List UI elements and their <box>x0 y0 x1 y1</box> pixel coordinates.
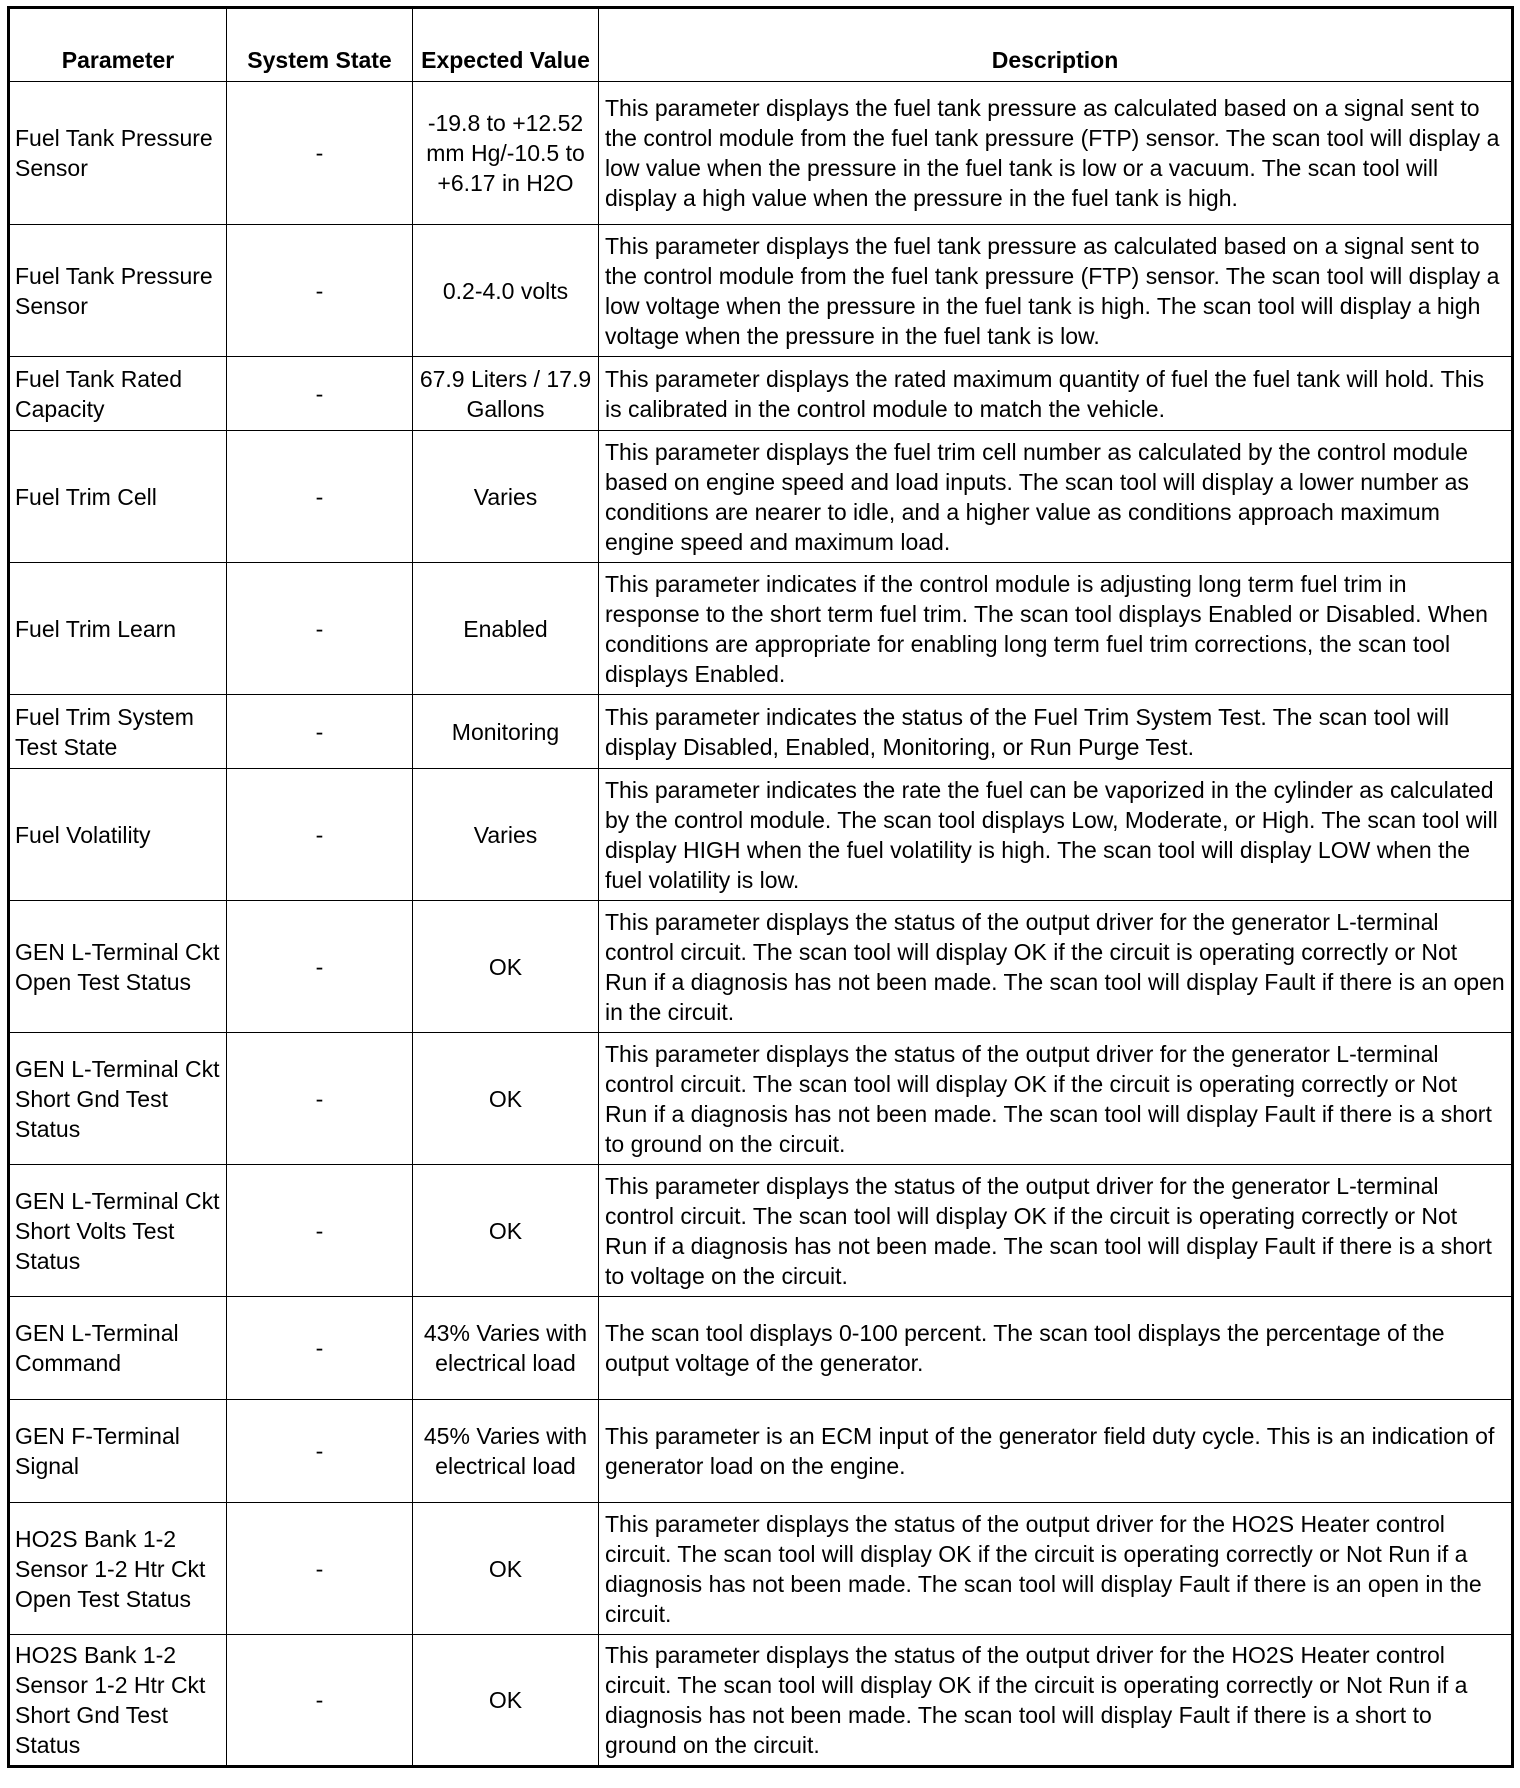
table-row <box>9 901 1513 1033</box>
expected-value-cell: Varies <box>413 769 599 901</box>
table-row <box>9 563 1513 695</box>
header-description: Description <box>599 8 1513 82</box>
parameter-cell: Fuel Tank Rated Capacity <box>9 357 227 431</box>
description-cell: This parameter displays the fuel tank pressure as calculated based on a signal sent to the control module from the fuel tank pressure (FTP) sensor. The scan tool will display a low value when the pressure in the fuel tank is low or a vacuum. The scan tool will display a high value when the pressure in the fuel tank is high. <box>599 82 1513 225</box>
header-parameter: Parameter <box>9 8 227 82</box>
expected-value-cell: -19.8 to +12.52 mm Hg/-10.5 to +6.17 in H2O <box>413 82 599 225</box>
expected-value-cell: OK <box>413 1033 599 1165</box>
expected-value-cell: 45% Varies with electrical load <box>413 1400 599 1503</box>
description-cell: This parameter displays the status of the output driver for the generator L-terminal control circuit. The scan tool will display OK if the circuit is operating correctly or Not Run if a diagnosis has not been made. The scan tool will display Fault if there is a short to voltage on the circuit. <box>599 1165 1513 1297</box>
parameter-cell: Fuel Tank Pressure Sensor <box>9 225 227 357</box>
parameter-cell: HO2S Bank 1-2 Sensor 1-2 Htr Ckt Short Gnd Test Status <box>9 1635 227 1767</box>
description-cell: This parameter indicates if the control module is adjusting long term fuel trim in response to the short term fuel trim. The scan tool displays Enabled or Disabled. When conditions are appropriate for enabling long term fuel trim corrections, the scan tool displays Enabled. <box>599 563 1513 695</box>
description-cell: This parameter displays the fuel trim cell number as calculated by the control module based on engine speed and load inputs. The scan tool will display a lower number as conditions are nearer to idle, and a higher value as conditions approach maximum engine speed and maximum load. <box>599 431 1513 563</box>
header-system-state: System State <box>227 8 413 82</box>
table-row <box>9 357 1513 431</box>
parameter-cell: Fuel Volatility <box>9 769 227 901</box>
description-cell: This parameter displays the rated maximum quantity of fuel the fuel tank will hold. This is calibrated in the control module to match the vehicle. <box>599 357 1513 431</box>
table-row <box>9 695 1513 769</box>
table-row <box>9 431 1513 563</box>
system-state-cell: - <box>227 1503 413 1635</box>
expected-value-cell: 0.2-4.0 volts <box>413 225 599 357</box>
header-expected-value: Expected Value <box>413 8 599 82</box>
parameter-cell: Fuel Trim System Test State <box>9 695 227 769</box>
expected-value-cell: 43% Varies with electrical load <box>413 1297 599 1400</box>
table-row <box>9 769 1513 901</box>
table-row <box>9 225 1513 357</box>
parameter-cell: GEN L-Terminal Ckt Short Volts Test Status <box>9 1165 227 1297</box>
parameter-cell: Fuel Tank Pressure Sensor <box>9 82 227 225</box>
description-cell: This parameter is an ECM input of the generator field duty cycle. This is an indication of generator load on the engine. <box>599 1400 1513 1503</box>
description-cell: This parameter indicates the status of the Fuel Trim System Test. The scan tool will display Disabled, Enabled, Monitoring, or Run Purge Test. <box>599 695 1513 769</box>
parameter-cell: GEN L-Terminal Command <box>9 1297 227 1400</box>
expected-value-cell: OK <box>413 901 599 1033</box>
parameter-cell: GEN L-Terminal Ckt Short Gnd Test Status <box>9 1033 227 1165</box>
table-row <box>9 1503 1513 1635</box>
header-row <box>9 8 1513 82</box>
expected-value-cell: 67.9 Liters / 17.9 Gallons <box>413 357 599 431</box>
system-state-cell: - <box>227 563 413 695</box>
description-cell: The scan tool displays 0-100 percent. The scan tool displays the percentage of the output voltage of the generator. <box>599 1297 1513 1400</box>
system-state-cell: - <box>227 1297 413 1400</box>
system-state-cell: - <box>227 1400 413 1503</box>
table-row <box>9 1297 1513 1400</box>
description-cell: This parameter displays the status of the output driver for the generator L-terminal control circuit. The scan tool will display OK if the circuit is operating correctly or Not Run if a diagnosis has not been made. The scan tool will display Fault if there is an open in the circuit. <box>599 901 1513 1033</box>
system-state-cell: - <box>227 431 413 563</box>
table-row <box>9 1033 1513 1165</box>
expected-value-cell: Varies <box>413 431 599 563</box>
table-row <box>9 1635 1513 1767</box>
parameter-cell: HO2S Bank 1-2 Sensor 1-2 Htr Ckt Open Test Status <box>9 1503 227 1635</box>
parameter-table <box>7 6 1514 1768</box>
description-cell: This parameter displays the status of the output driver for the generator L-terminal control circuit. The scan tool will display OK if the circuit is operating correctly or Not Run if a diagnosis has not been made. The scan tool will display Fault if there is a short to ground on the circuit. <box>599 1033 1513 1165</box>
description-cell: This parameter displays the status of the output driver for the HO2S Heater control circuit. The scan tool will display OK if the circuit is operating correctly or Not Run if a diagnosis has not been made. The scan tool will display Fault if there is a short to ground on the circuit. <box>599 1635 1513 1767</box>
table-row <box>9 1165 1513 1297</box>
system-state-cell: - <box>227 695 413 769</box>
parameter-cell: Fuel Trim Learn <box>9 563 227 695</box>
expected-value-cell: Monitoring <box>413 695 599 769</box>
system-state-cell: - <box>227 225 413 357</box>
system-state-cell: - <box>227 769 413 901</box>
expected-value-cell: Enabled <box>413 563 599 695</box>
parameter-cell: Fuel Trim Cell <box>9 431 227 563</box>
parameter-cell: GEN L-Terminal Ckt Open Test Status <box>9 901 227 1033</box>
system-state-cell: - <box>227 82 413 225</box>
system-state-cell: - <box>227 1165 413 1297</box>
system-state-cell: - <box>227 357 413 431</box>
table-row <box>9 1400 1513 1503</box>
system-state-cell: - <box>227 1635 413 1767</box>
parameter-cell: GEN F-Terminal Signal <box>9 1400 227 1503</box>
expected-value-cell: OK <box>413 1635 599 1767</box>
description-cell: This parameter displays the fuel tank pressure as calculated based on a signal sent to the control module from the fuel tank pressure (FTP) sensor. The scan tool will display a low voltage when the pressure in the fuel tank is high. The scan tool will display a high voltage when the pressure in the fuel tank is low. <box>599 225 1513 357</box>
system-state-cell: - <box>227 901 413 1033</box>
description-cell: This parameter displays the status of the output driver for the HO2S Heater control circuit. The scan tool will display OK if the circuit is operating correctly or Not Run if a diagnosis has not been made. The scan tool will display Fault if there is an open in the circuit. <box>599 1503 1513 1635</box>
table-row <box>9 82 1513 225</box>
system-state-cell: - <box>227 1033 413 1165</box>
expected-value-cell: OK <box>413 1165 599 1297</box>
expected-value-cell: OK <box>413 1503 599 1635</box>
description-cell: This parameter indicates the rate the fuel can be vaporized in the cylinder as calculated by the control module. The scan tool displays Low, Moderate, or High. The scan tool will display HIGH when the fuel volatility is high. The scan tool will display LOW when the fuel volatility is low. <box>599 769 1513 901</box>
